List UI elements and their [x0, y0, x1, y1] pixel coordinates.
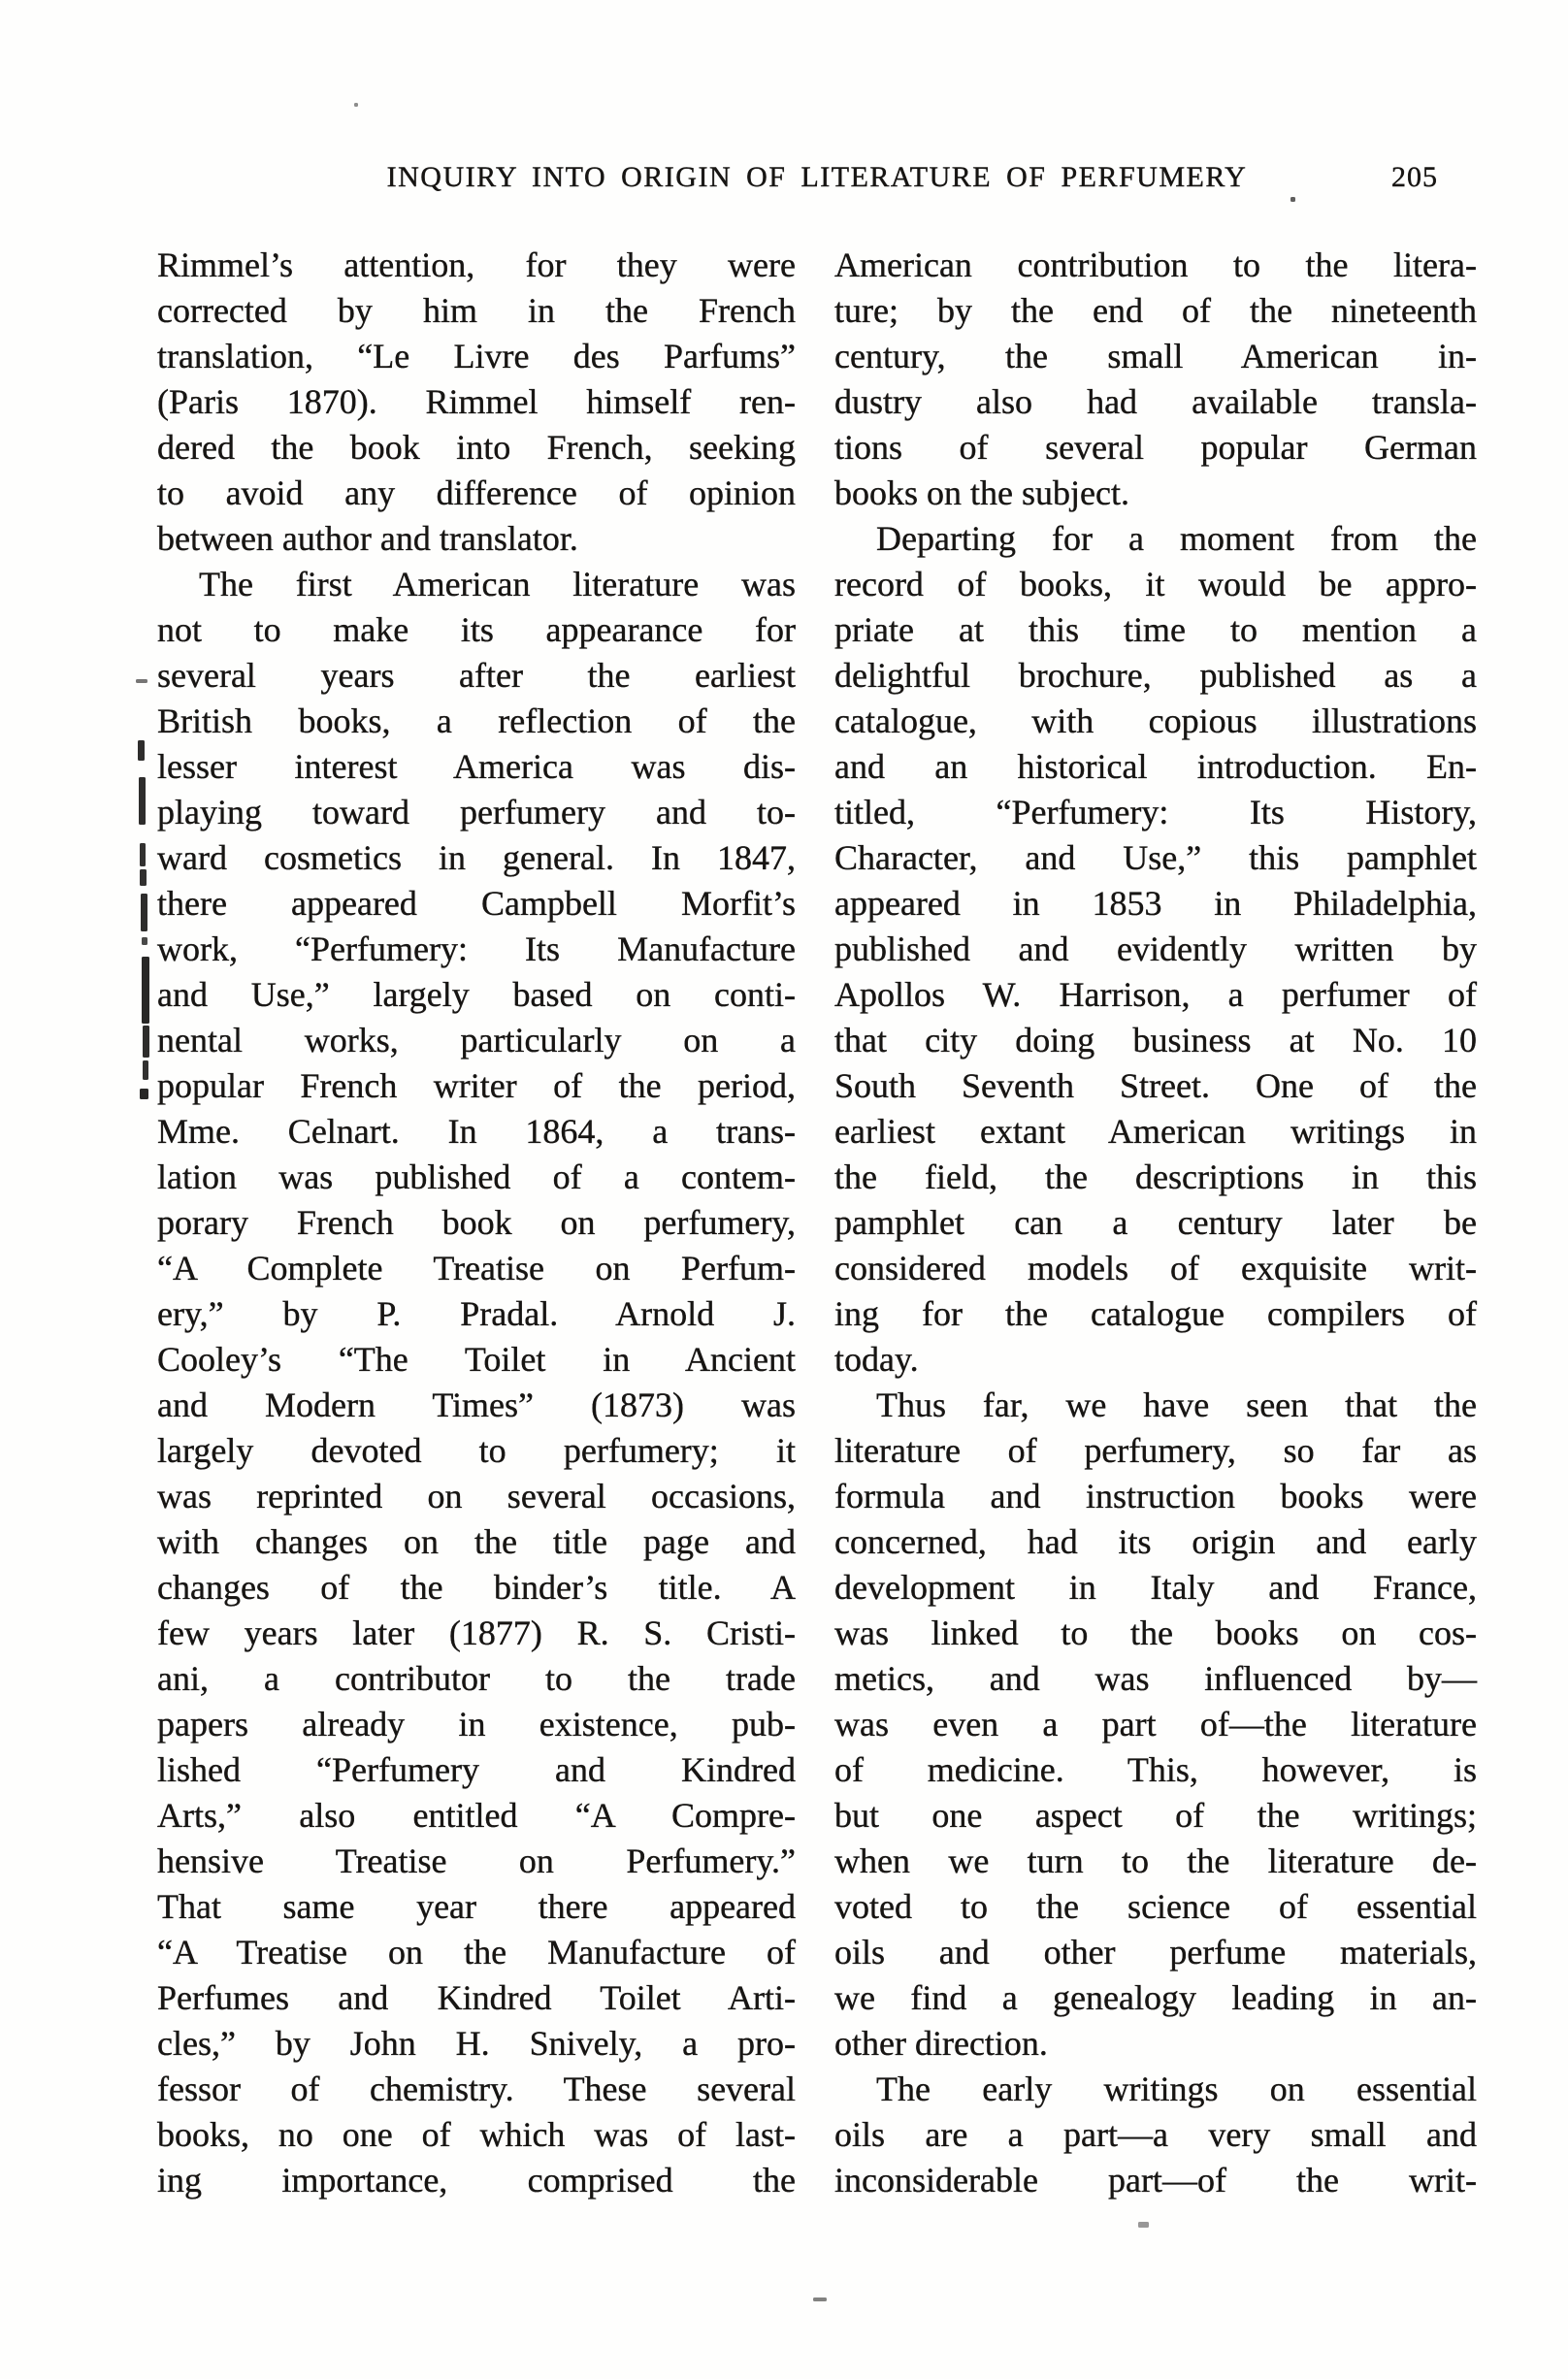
text-line: concerned, had its origin and early: [834, 1522, 1477, 1561]
margin-mark: [139, 777, 146, 825]
text-line: there appeared Campbell Morfit’s: [157, 884, 796, 923]
text-line: earliest extant American writings in: [834, 1112, 1477, 1151]
text-line: formula and instruction books were: [834, 1477, 1477, 1515]
text-line: Mme. Celnart. In 1864, a trans-: [157, 1112, 796, 1151]
text-line: (Paris 1870). Rimmel himself ren-: [157, 382, 796, 421]
text-line: other direction.: [834, 2024, 1048, 2063]
margin-mark: [140, 869, 147, 886]
text-line: ing for the catalogue compilers of: [834, 1294, 1477, 1333]
text-line: delightful brochure, published as a: [834, 656, 1477, 695]
text-line: and Modern Times” (1873) was: [157, 1385, 796, 1424]
text-line: century, the small American in-: [834, 337, 1477, 375]
text-line: largely devoted to perfumery; it: [157, 1431, 796, 1470]
margin-mark: [1138, 2222, 1149, 2228]
text-line: published and evidently written by: [834, 929, 1477, 968]
text-line: catalogue, with copious illustrations: [834, 701, 1477, 740]
text-line: That same year there appeared: [157, 1887, 796, 1926]
text-line: Cooley’s “The Toilet in Ancient: [157, 1340, 796, 1379]
text-line: American contribution to the litera-: [834, 245, 1477, 284]
margin-mark: [140, 1089, 148, 1099]
text-line: changes of the binder’s title. A: [157, 1568, 796, 1607]
text-line: literature of perfumery, so far as: [834, 1431, 1477, 1470]
text-line: The first American literature was: [199, 565, 796, 603]
text-line: Perfumes and Kindred Toilet Arti-: [157, 1978, 796, 2017]
text-line: dustry also had available transla-: [834, 382, 1477, 421]
text-line: we find a genealogy leading in an-: [834, 1978, 1477, 2017]
margin-mark: [142, 957, 149, 1024]
text-line: with changes on the title page and: [157, 1522, 796, 1561]
text-line: papers already in existence, pub-: [157, 1705, 796, 1744]
paragraph: [834, 1383, 1477, 2067]
text-line: several years after the earliest: [157, 656, 796, 695]
text-line: appeared in 1853 in Philadelphia,: [834, 884, 1477, 923]
margin-mark: [140, 843, 146, 866]
text-line: hensive Treatise on Perfumery.”: [157, 1841, 796, 1880]
paragraph: [157, 243, 796, 562]
text-line: popular French writer of the period,: [157, 1066, 796, 1105]
margin-mark: [138, 740, 145, 761]
paragraph: [157, 562, 796, 2203]
text-line: voted to the science of essential: [834, 1887, 1477, 1926]
text-line: between author and translator.: [157, 519, 578, 558]
text-line: few years later (1877) R. S. Cristi-: [157, 1613, 796, 1652]
text-line: books on the subject.: [834, 473, 1129, 512]
page-number: 205: [1391, 161, 1438, 193]
text-line: work, “Perfumery: Its Manufacture: [157, 929, 796, 968]
margin-mark: [813, 2298, 827, 2301]
margin-mark: [143, 1060, 148, 1080]
text-line: that city doing business at No. 10: [834, 1021, 1477, 1059]
text-line: translation, “Le Livre des Parfums”: [157, 337, 796, 375]
text-line: was even a part of—the literature: [834, 1705, 1477, 1744]
text-line: tions of several popular German: [834, 428, 1477, 467]
text-line: titled, “Perfumery: Its History,: [834, 793, 1477, 831]
text-line: ani, a contributor to the trade: [157, 1659, 796, 1698]
paragraph: [834, 2067, 1477, 2203]
margin-mark: [143, 1026, 149, 1058]
text-line: was linked to the books on cos-: [834, 1613, 1477, 1652]
text-line: lesser interest America was dis-: [157, 747, 796, 786]
text-line: metics, and was influenced by—: [834, 1659, 1477, 1698]
text-line: Character, and Use,” this pamphlet: [834, 838, 1477, 877]
text-line: and Use,” largely based on conti-: [157, 975, 796, 1014]
text-line: today.: [834, 1340, 919, 1379]
text-line: books, no one of which was of last-: [157, 2115, 796, 2154]
text-line: corrected by him in the French: [157, 291, 796, 330]
text-line: “A Complete Treatise on Perfum-: [157, 1249, 796, 1287]
left-text-column: [157, 243, 796, 2203]
text-line: Rimmel’s attention, for they were: [157, 245, 796, 284]
text-line: record of books, it would be appro-: [834, 565, 1477, 603]
text-line: not to make its appearance for: [157, 610, 796, 649]
text-line: to avoid any difference of opinion: [157, 473, 796, 512]
text-line: The early writings on essential: [876, 2069, 1477, 2108]
paragraph: [834, 516, 1477, 1383]
text-line: when we turn to the literature de-: [834, 1841, 1477, 1880]
text-line: lation was published of a contem-: [157, 1157, 796, 1196]
text-line: but one aspect of the writings;: [834, 1796, 1477, 1835]
text-line: ture; by the end of the nineteenth: [834, 291, 1477, 330]
text-line: fessor of chemistry. These several: [157, 2069, 796, 2108]
text-line: ing importance, comprised the: [157, 2161, 796, 2200]
right-text-column: [834, 243, 1477, 2203]
text-line: ward cosmetics in general. In 1847,: [157, 838, 796, 877]
text-line: pamphlet can a century later be: [834, 1203, 1477, 1242]
text-line: development in Italy and France,: [834, 1568, 1477, 1607]
text-line: Thus far, we have seen that the: [876, 1385, 1477, 1424]
text-line: of medicine. This, however, is: [834, 1750, 1477, 1789]
text-line: lished “Perfumery and Kindred: [157, 1750, 796, 1789]
text-line: porary French book on perfumery,: [157, 1203, 796, 1242]
text-line: Arts,” also entitled “A Compre-: [157, 1796, 796, 1835]
text-line: ery,” by P. Pradal. Arnold J.: [157, 1294, 796, 1333]
text-line: priate at this time to mention a: [834, 610, 1477, 649]
margin-mark: [136, 679, 147, 683]
text-line: South Seventh Street. One of the: [834, 1066, 1477, 1105]
text-line: cles,” by John H. Snively, a pro-: [157, 2024, 796, 2063]
text-line: the field, the descriptions in this: [834, 1157, 1477, 1196]
text-line: nental works, particularly on a: [157, 1021, 796, 1059]
paragraph: [834, 243, 1477, 516]
text-line: oils are a part—a very small and: [834, 2115, 1477, 2154]
text-line: British books, a reflection of the: [157, 701, 796, 740]
text-line: Apollos W. Harrison, a perfumer of: [834, 975, 1477, 1014]
text-line: Departing for a moment from the: [876, 519, 1477, 558]
text-line: inconsiderable part—of the writ-: [834, 2161, 1477, 2200]
margin-mark: [1290, 197, 1295, 202]
text-line: was reprinted on several occasions,: [157, 1477, 796, 1515]
text-line: dered the book into French, seeking: [157, 428, 796, 467]
margin-mark: [142, 937, 147, 945]
text-line: and an historical introduction. En-: [834, 747, 1477, 786]
running-head-title: INQUIRY INTO ORIGIN OF LITERATURE OF PERFUMERY: [386, 161, 1248, 193]
text-line: playing toward perfumery and to-: [157, 793, 796, 831]
margin-mark: [354, 103, 358, 107]
text-line: oils and other perfume materials,: [834, 1933, 1477, 1972]
text-line: considered models of exquisite writ-: [834, 1249, 1477, 1287]
margin-mark: [141, 894, 147, 931]
text-line: “A Treatise on the Manufacture of: [157, 1933, 796, 1972]
